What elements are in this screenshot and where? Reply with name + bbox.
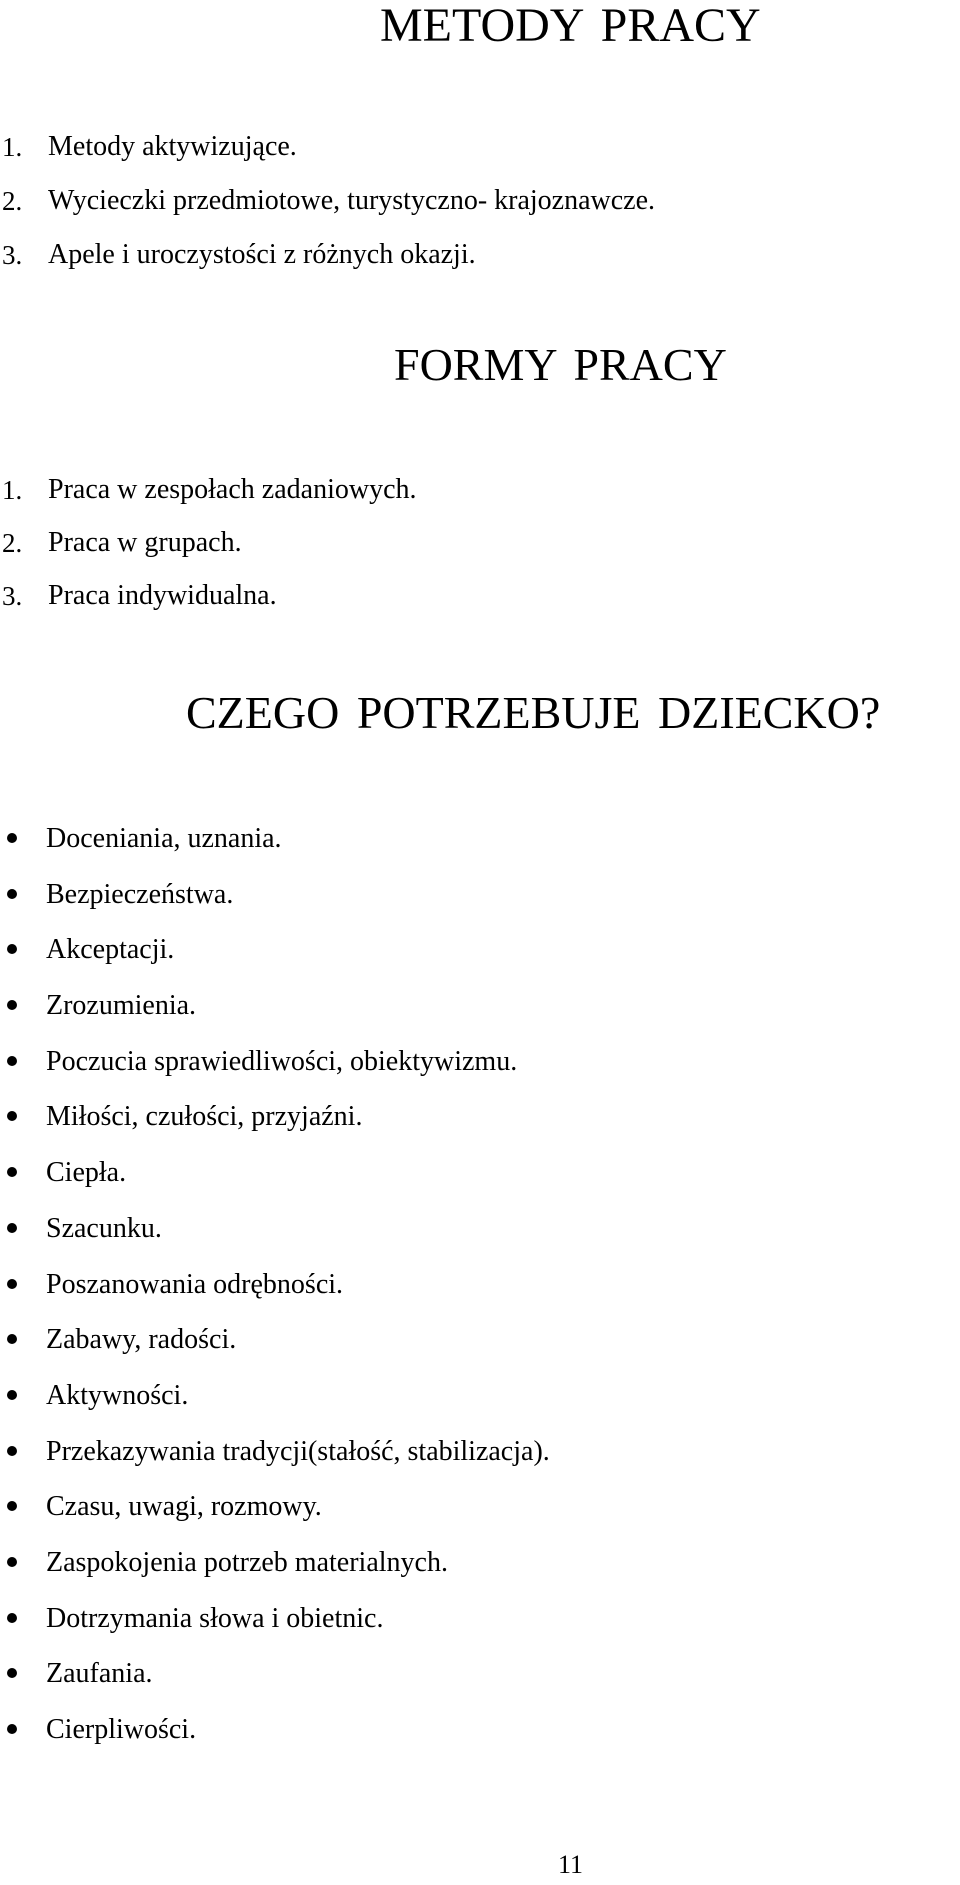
list-item-text: Zaspokojenia potrzeb materialnych.	[46, 1546, 448, 1578]
list-item	[2, 582, 902, 635]
list-item	[0, 1602, 900, 1661]
list-item-text: Praca indywidualna.	[48, 580, 277, 611]
list-item	[0, 992, 900, 1048]
list-item-number: 1.	[2, 475, 23, 505]
list-item-text: Zabawy, radości.	[46, 1324, 237, 1356]
bullet-icon	[7, 1056, 17, 1066]
list-item	[0, 1045, 900, 1104]
list-item	[0, 1493, 900, 1549]
list-item-text: Praca w zespołach zadaniowych.	[48, 474, 417, 505]
list-item	[0, 1326, 900, 1382]
list-item	[0, 1660, 900, 1716]
methods-list	[2, 133, 902, 295]
bullet-icon	[7, 1334, 17, 1344]
list-item-text: Aktywności.	[46, 1379, 189, 1411]
list-item	[0, 1212, 900, 1271]
bullet-icon	[7, 1223, 17, 1233]
bullet-icon	[7, 1167, 17, 1177]
list-item-number: 1.	[2, 132, 23, 162]
bullet-icon	[7, 1279, 17, 1289]
needs-heading: CZEGO POTRZEBUJE DZIECKO?	[186, 687, 881, 738]
list-item-text: Szacunku.	[46, 1212, 162, 1244]
bullet-icon	[7, 1613, 17, 1623]
methods-heading: METODY PRACY	[380, 0, 761, 52]
list-item-number: 3.	[2, 581, 23, 611]
list-item-text: Poczucia sprawiedliwości, obiektywizmu.	[46, 1045, 518, 1077]
list-item-text: Zaufania.	[46, 1658, 153, 1690]
forms-heading: FORMY PRACY	[394, 339, 727, 390]
forms-list	[2, 476, 902, 635]
list-item-text: Doceniania, uznania.	[46, 823, 282, 854]
bullet-icon	[7, 944, 17, 954]
list-item-text: Dotrzymania słowa i obietnic.	[46, 1602, 384, 1634]
list-item	[2, 133, 902, 187]
list-item-text: Metody aktywizujące.	[48, 131, 297, 162]
bullet-icon	[7, 1446, 17, 1456]
bullet-icon	[7, 1557, 17, 1567]
list-item-text: Cierpliwości.	[46, 1714, 197, 1745]
list-item	[0, 825, 900, 881]
list-item-number: 2.	[2, 186, 23, 216]
list-item-text: Akceptacji.	[46, 934, 175, 966]
bullet-icon	[7, 1390, 17, 1400]
list-item-text: Wycieczki przedmiotowe, turystyczno- krajoznawcze.	[48, 185, 656, 216]
list-item-text: Apele i uroczystości z różnych okazji.	[48, 239, 476, 270]
list-item-text: Czasu, uwagi, rozmowy.	[46, 1491, 322, 1523]
list-item	[0, 1103, 900, 1159]
list-item	[0, 1546, 900, 1605]
list-item	[2, 187, 902, 241]
page-number: 11	[558, 1850, 584, 1879]
bullet-icon	[7, 833, 17, 843]
list-item	[2, 529, 902, 582]
list-item-text: Praca w grupach.	[48, 527, 242, 558]
list-item-text: Miłości, czułości, przyjaźni.	[46, 1101, 363, 1133]
bullet-icon	[7, 1668, 17, 1678]
bullet-icon	[7, 1724, 17, 1734]
list-item	[0, 1716, 900, 1772]
list-item	[0, 1435, 900, 1494]
list-item	[0, 936, 900, 992]
list-item	[0, 1268, 900, 1327]
list-item	[0, 1379, 900, 1438]
list-item	[2, 476, 902, 529]
list-item	[0, 878, 900, 937]
bullet-icon	[7, 1111, 17, 1121]
list-item-text: Ciepła.	[46, 1157, 127, 1189]
needs-list	[0, 825, 900, 1772]
list-item	[0, 1159, 900, 1215]
list-item-text: Bezpieczeństwa.	[46, 878, 234, 910]
bullet-icon	[7, 1501, 17, 1511]
bullet-icon	[7, 889, 17, 899]
list-item	[2, 241, 902, 295]
list-item-text: Przekazywania tradycji(stałość, stabilizacja).	[46, 1435, 550, 1467]
list-item-number: 3.	[2, 240, 23, 270]
bullet-icon	[7, 1000, 17, 1010]
list-item-number: 2.	[2, 528, 23, 558]
list-item-text: Poszanowania odrębności.	[46, 1268, 344, 1300]
list-item-text: Zrozumienia.	[46, 990, 197, 1022]
